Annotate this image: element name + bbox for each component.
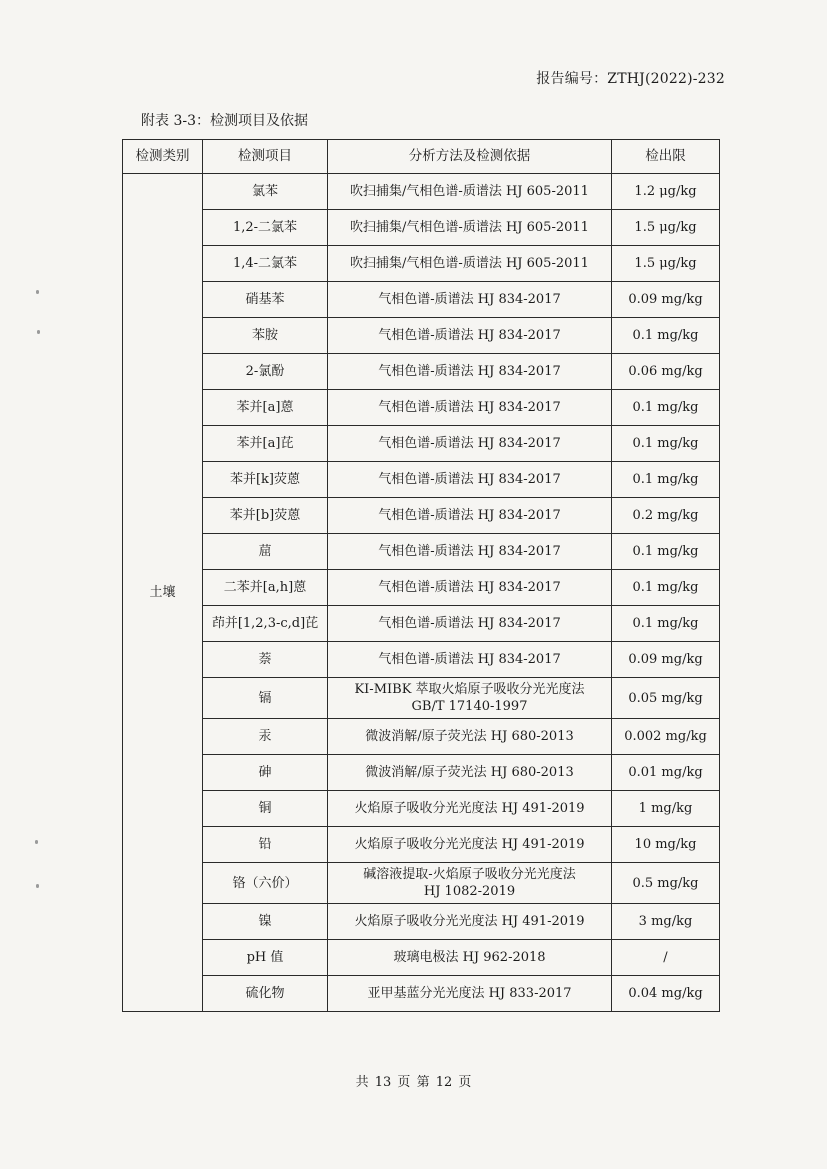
method-text: 气相色谱-质谱法 HJ 834-2017 — [378, 364, 561, 379]
item-cell: 䓛 — [203, 534, 328, 570]
item-cell: 苯并[a]蒽 — [203, 390, 328, 426]
method-cell — [328, 678, 612, 719]
column-header-method: 分析方法及检测依据 — [328, 140, 612, 174]
limit-cell: 0.1 mg/kg — [612, 390, 720, 426]
table-caption: 附表 3-3：检测项目及依据 — [141, 113, 308, 129]
method-cell — [328, 755, 612, 791]
method-cell — [328, 976, 612, 1012]
column-header-item: 检测项目 — [203, 140, 328, 174]
scan-speck — [36, 290, 39, 294]
table-row — [123, 282, 720, 318]
method-cell — [328, 282, 612, 318]
item-cell: pH 值 — [203, 940, 328, 976]
item-cell: 砷 — [203, 755, 328, 791]
limit-cell: 0.002 mg/kg — [612, 719, 720, 755]
method-cell — [328, 462, 612, 498]
method-text: 微波消解/原子荧光法 HJ 680-2013 — [365, 765, 574, 780]
table-row — [123, 498, 720, 534]
method-text: 气相色谱-质谱法 HJ 834-2017 — [378, 292, 561, 307]
method-text: 气相色谱-质谱法 HJ 834-2017 — [378, 472, 561, 487]
scan-speck — [37, 330, 40, 334]
method-cell — [328, 210, 612, 246]
table-row — [123, 863, 720, 904]
page-footer: 共 13 页 第 12 页 — [355, 1075, 472, 1090]
item-cell: 1,4-二氯苯 — [203, 246, 328, 282]
limit-cell: 0.1 mg/kg — [612, 462, 720, 498]
method-cell — [328, 940, 612, 976]
method-text: 气相色谱-质谱法 HJ 834-2017 — [378, 580, 561, 595]
item-cell: 镉 — [203, 678, 328, 719]
table-row — [123, 462, 720, 498]
method-text: 玻璃电极法 HJ 962-2018 — [393, 950, 546, 965]
method-cell — [328, 174, 612, 210]
method-cell — [328, 534, 612, 570]
method-cell — [328, 719, 612, 755]
method-cell — [328, 863, 612, 904]
table-header-row — [123, 140, 720, 174]
method-text-line2: GB/T 17140-1997 — [411, 699, 528, 714]
table-row — [123, 210, 720, 246]
method-cell — [328, 426, 612, 462]
limit-cell: 0.1 mg/kg — [612, 426, 720, 462]
limit-cell: 0.5 mg/kg — [612, 863, 720, 904]
item-cell: 2-氯酚 — [203, 354, 328, 390]
method-text: 气相色谱-质谱法 HJ 834-2017 — [378, 436, 561, 451]
method-text: 吹扫捕集/气相色谱-质谱法 HJ 605-2011 — [350, 256, 589, 271]
limit-cell: 0.2 mg/kg — [612, 498, 720, 534]
limit-cell: 10 mg/kg — [612, 827, 720, 863]
method-text: 气相色谱-质谱法 HJ 834-2017 — [378, 508, 561, 523]
method-text: 微波消解/原子荧光法 HJ 680-2013 — [365, 729, 574, 744]
limit-cell: 0.01 mg/kg — [612, 755, 720, 791]
method-text: KI-MIBK 萃取火焰原子吸收分光光度法 — [354, 682, 585, 697]
scan-speck — [36, 884, 39, 888]
method-text: 气相色谱-质谱法 HJ 834-2017 — [378, 400, 561, 415]
table-row — [123, 904, 720, 940]
method-text: 吹扫捕集/气相色谱-质谱法 HJ 605-2011 — [350, 220, 589, 235]
item-cell: 苯并[a]芘 — [203, 426, 328, 462]
table-row — [123, 940, 720, 976]
column-header-category: 检测类别 — [123, 140, 203, 174]
method-cell — [328, 498, 612, 534]
table-row — [123, 390, 720, 426]
limit-cell: / — [612, 940, 720, 976]
scan-speck — [35, 840, 38, 844]
item-cell: 萘 — [203, 642, 328, 678]
method-cell — [328, 318, 612, 354]
item-cell: 铅 — [203, 827, 328, 863]
table-row — [123, 719, 720, 755]
method-text-line2: HJ 1082-2019 — [423, 884, 516, 899]
limit-cell: 0.1 mg/kg — [612, 570, 720, 606]
item-cell: 苯胺 — [203, 318, 328, 354]
method-text: 气相色谱-质谱法 HJ 834-2017 — [378, 616, 561, 631]
limit-cell: 1 mg/kg — [612, 791, 720, 827]
limit-cell: 0.09 mg/kg — [612, 642, 720, 678]
item-cell: 铜 — [203, 791, 328, 827]
table-row — [123, 534, 720, 570]
method-cell — [328, 246, 612, 282]
table-row — [123, 570, 720, 606]
item-cell: 铬（六价） — [203, 863, 328, 904]
item-cell: 苯并[b]荧蒽 — [203, 498, 328, 534]
limit-cell: 0.09 mg/kg — [612, 282, 720, 318]
method-cell — [328, 791, 612, 827]
item-cell: 1,2-二氯苯 — [203, 210, 328, 246]
method-text: 火焰原子吸收分光光度法 HJ 491-2019 — [354, 914, 585, 929]
limit-cell: 0.05 mg/kg — [612, 678, 720, 719]
method-text: 亚甲基蓝分光光度法 HJ 833-2017 — [367, 986, 572, 1001]
method-cell — [328, 354, 612, 390]
item-cell: 二苯并[a,h]蒽 — [203, 570, 328, 606]
table-row — [123, 426, 720, 462]
method-text: 吹扫捕集/气相色谱-质谱法 HJ 605-2011 — [350, 184, 589, 199]
method-text: 火焰原子吸收分光光度法 HJ 491-2019 — [354, 837, 585, 852]
table-body — [123, 174, 720, 1012]
limit-cell: 0.1 mg/kg — [612, 606, 720, 642]
category-cell: 土壤 — [123, 174, 203, 1012]
limit-cell: 3 mg/kg — [612, 904, 720, 940]
table-row — [123, 678, 720, 719]
item-cell: 硫化物 — [203, 976, 328, 1012]
method-cell — [328, 642, 612, 678]
column-header-limit: 检出限 — [612, 140, 720, 174]
method-cell — [328, 570, 612, 606]
method-cell — [328, 390, 612, 426]
method-text: 火焰原子吸收分光光度法 HJ 491-2019 — [354, 801, 585, 816]
table-row — [123, 791, 720, 827]
table-row — [123, 606, 720, 642]
method-cell — [328, 606, 612, 642]
item-cell: 苯并[k]荧蒽 — [203, 462, 328, 498]
table-row — [123, 755, 720, 791]
table-row — [123, 827, 720, 863]
limit-cell: 0.1 mg/kg — [612, 534, 720, 570]
report-number: 报告编号：ZTHJ(2022)-232 — [536, 71, 725, 87]
item-cell: 茚并[1,2,3-c,d]芘 — [203, 606, 328, 642]
table-row — [123, 246, 720, 282]
limit-cell: 1.5 μg/kg — [612, 210, 720, 246]
item-cell: 汞 — [203, 719, 328, 755]
table-row — [123, 318, 720, 354]
detection-table — [122, 139, 720, 1012]
limit-cell: 0.06 mg/kg — [612, 354, 720, 390]
table-row — [123, 174, 720, 210]
item-cell: 镍 — [203, 904, 328, 940]
item-cell: 氯苯 — [203, 174, 328, 210]
method-text: 气相色谱-质谱法 HJ 834-2017 — [378, 544, 561, 559]
table-row — [123, 642, 720, 678]
limit-cell: 0.1 mg/kg — [612, 318, 720, 354]
method-text: 气相色谱-质谱法 HJ 834-2017 — [378, 328, 561, 343]
table-row — [123, 976, 720, 1012]
method-cell — [328, 827, 612, 863]
limit-cell: 1.5 μg/kg — [612, 246, 720, 282]
method-text: 碱溶液提取-火焰原子吸收分光光度法 — [363, 867, 576, 882]
table-row — [123, 354, 720, 390]
limit-cell: 1.2 μg/kg — [612, 174, 720, 210]
item-cell: 硝基苯 — [203, 282, 328, 318]
method-cell — [328, 904, 612, 940]
method-text: 气相色谱-质谱法 HJ 834-2017 — [378, 652, 561, 667]
limit-cell: 0.04 mg/kg — [612, 976, 720, 1012]
